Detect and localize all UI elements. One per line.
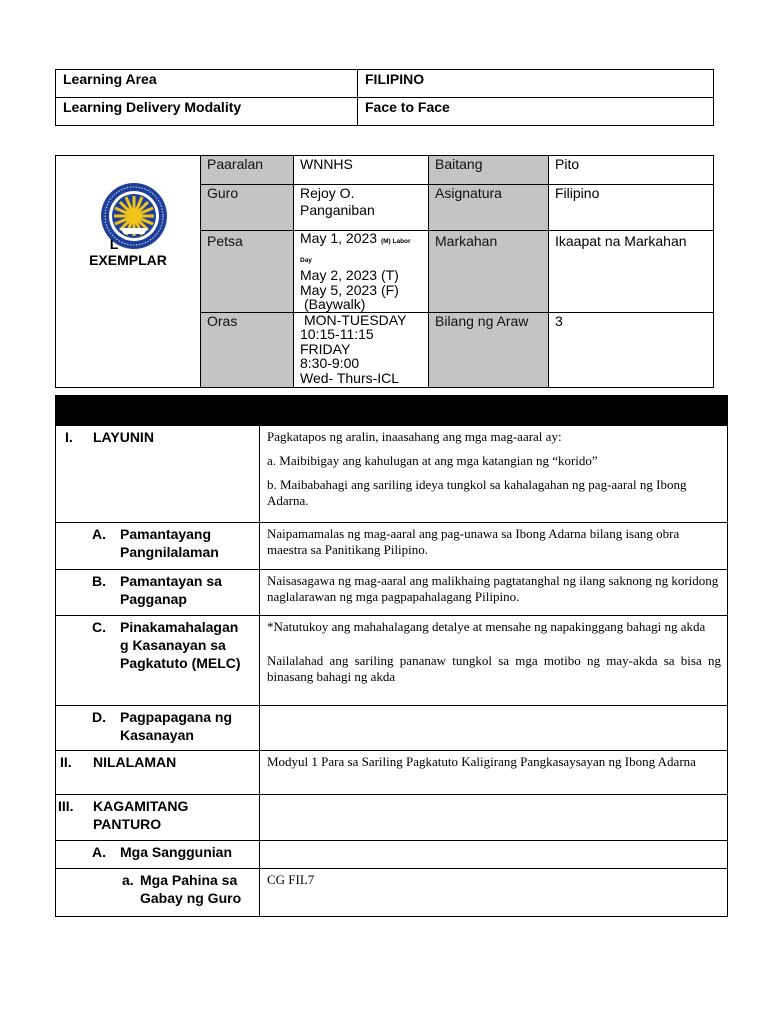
markahan-value: Ikaapat na Markahan	[549, 231, 714, 313]
b-title: Pamantayan sa Pagganap	[120, 573, 222, 607]
oras-line1: MON-TUESDAY	[304, 311, 407, 328]
paaralan-value: WNNHS	[294, 156, 429, 185]
pamantayan-sa-pagganap-label	[56, 570, 260, 616]
table-row	[56, 156, 714, 185]
petsa-line4: (Baywalk)	[304, 296, 366, 312]
nilalaman-label	[56, 751, 260, 795]
a-num: A.	[92, 526, 106, 542]
kagamitan-title: KAGAMITANG PANTURO	[93, 798, 189, 832]
delivery-modality-value: Face to Face	[358, 98, 714, 126]
nilalaman-title: NILALAMAN	[93, 754, 177, 770]
c-title: Pinakamahalagan g Kasanayan sa Pagkatuto (MELC)	[120, 619, 241, 671]
melc-value-2: Nailalahad ang sariling pananaw tungkol sa mga motibo ng may-akda sa bisa ng binasang bahagi ng akda	[267, 653, 721, 684]
sanggunian-num: A.	[92, 844, 106, 860]
pamantayang-pangnilalaman-label	[56, 523, 260, 570]
table-row	[56, 523, 728, 570]
table-row	[56, 98, 714, 126]
d-title: Pagpapagana ng Kasanayan	[120, 709, 233, 743]
delivery-modality-label: Learning Delivery Modality	[56, 98, 358, 126]
kagamitan-num: III.	[58, 798, 74, 814]
mga-sanggunian-label	[56, 841, 260, 869]
petsa-line3: May 5, 2023 (F)	[300, 281, 399, 298]
oras-line4: 8:30-9:00	[300, 355, 360, 371]
table-row	[56, 70, 714, 98]
logo-label-line1: L	[109, 236, 119, 252]
lesson-info-table	[55, 155, 714, 388]
layunin-num: I.	[65, 429, 73, 445]
baitang-value: Pito	[549, 156, 714, 185]
pagpapagana-label	[56, 706, 260, 751]
petsa-label: Petsa	[201, 231, 294, 313]
layunin-intro: Pagkatapos ng aralin, inaasahang ang mga mag-aaral ay:	[267, 429, 562, 444]
c-num: C.	[92, 619, 106, 635]
lesson-plan-table	[55, 395, 728, 917]
paaralan-label: Paaralan	[201, 156, 294, 185]
header-bar-cell	[56, 396, 728, 426]
layunin-a: a. Maibibigay ang kahulugan at ang mga katangian ng “korido”	[267, 453, 598, 468]
table-row	[56, 426, 728, 523]
table-row	[56, 706, 728, 751]
pamantayang-pangnilalaman-value: Naipamamalas ng mag-aaral ang pag-unawa sa Ibong Adarna bilang isang obra maestra sa Panitikang Pilipino.	[260, 523, 728, 570]
layunin-title: LAYUNIN	[93, 429, 154, 445]
markahan-label: Markahan	[429, 231, 549, 313]
baitang-label: Baitang	[429, 156, 549, 185]
petsa-note: (M) Labor Day	[300, 238, 411, 264]
melc-value-1: *Natutukoy ang mahahalagang detalye at mensahe ng napakinggang bahagi ng akda	[267, 619, 706, 634]
table-row	[56, 869, 728, 917]
b-num: B.	[92, 573, 106, 589]
pahina-title: Mga Pahina sa Gabay ng Guro	[140, 872, 242, 906]
melc-label	[56, 616, 260, 706]
d-num: D.	[92, 709, 106, 725]
table-row	[56, 841, 728, 869]
table-row	[56, 616, 728, 706]
bilang-label: Bilang ng Araw	[429, 312, 549, 387]
asignatura-label: Asignatura	[429, 185, 549, 231]
kagamitang-panturo-value	[260, 795, 728, 841]
asignatura-value: Filipino	[549, 185, 714, 231]
petsa-line2: May 2, 2023 (T)	[300, 267, 399, 283]
layunin-value	[260, 426, 728, 523]
oras-line5: Wed- Thurs-ICL	[300, 369, 400, 386]
oras-label: Oras	[201, 312, 294, 387]
oras-line3: FRIDAY	[300, 340, 351, 357]
guro-label: Guro	[201, 185, 294, 231]
pahina-gabay-label	[56, 869, 260, 917]
kagamitang-panturo-label	[56, 795, 260, 841]
table-row	[56, 751, 728, 795]
nilalaman-value: Modyul 1 Para sa Sariling Pagkatuto Kaligirang Pangkasaysayan ng Ibong Adarna	[260, 751, 728, 795]
guro-value: Rejoy O. Panganiban	[294, 185, 429, 231]
table-row	[56, 795, 728, 841]
bilang-value: 3	[549, 312, 714, 387]
logo-label-line2: EXEMPLAR	[89, 252, 167, 268]
layunin-b: b. Maibabahagi ang sariling ideya tungkol sa kahalagahan ng pag-aaral ng Ibong Adarna.	[267, 477, 687, 508]
learning-area-value: FILIPINO	[358, 70, 714, 98]
oras-line2: 10:15-11:15	[300, 326, 374, 342]
petsa-line1: May 1, 2023	[300, 230, 378, 246]
petsa-value	[294, 231, 429, 313]
pagpapagana-value	[260, 706, 728, 751]
pamantayan-sa-pagganap-value: Naisasagawa ng mag-aaral ang malikhaing pagtatanghal ng ilang saknong ng koridong naglalarawan ng mga pagpapahalagang Pilipino.	[260, 570, 728, 616]
table-row	[56, 570, 728, 616]
oras-value	[294, 312, 429, 387]
learning-area-label: Learning Area	[56, 70, 358, 98]
pahina-num: a.	[122, 872, 134, 888]
melc-value	[260, 616, 728, 706]
mga-sanggunian-value	[260, 841, 728, 869]
header-bar	[56, 396, 728, 426]
sanggunian-title: Mga Sanggunian	[120, 844, 232, 860]
lesson-exemplar-label	[62, 236, 194, 268]
a-title: Pamantayang Pangnilalaman	[120, 526, 219, 560]
learning-area-table	[55, 69, 714, 126]
pahina-gabay-value: CG FIL7	[260, 869, 728, 917]
nilalaman-num: II.	[60, 754, 72, 770]
layunin-label	[56, 426, 260, 523]
logo-cell	[56, 156, 201, 388]
